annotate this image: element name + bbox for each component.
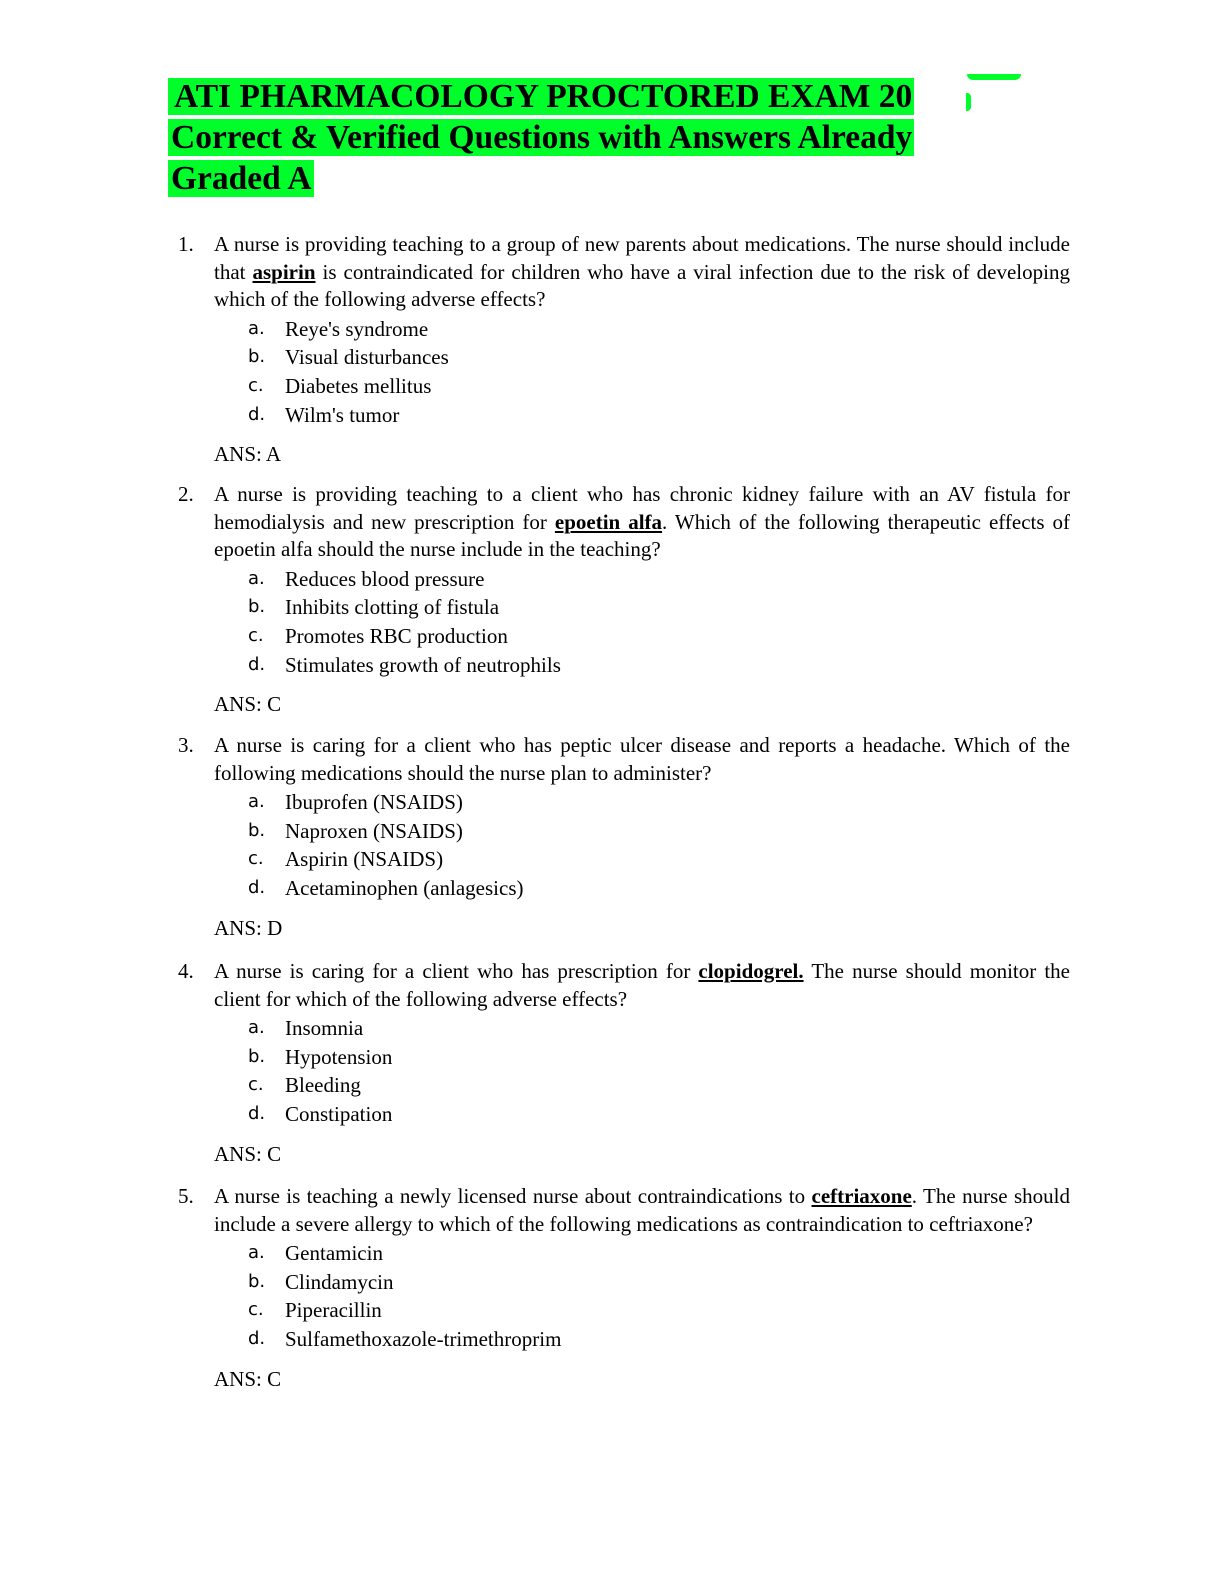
option-d: d. Wilm's tumor	[248, 402, 400, 427]
title-line-1: ATI PHARMACOLOGY PROCTORED EXAM 20	[168, 76, 1028, 117]
question-number: 4.	[178, 959, 194, 983]
answer-key: ANS: D	[214, 915, 283, 940]
answer-options	[248, 565, 1072, 679]
question-number: 1.	[178, 232, 194, 256]
option-d: d. Stimulates growth of neutrophils	[248, 652, 561, 677]
option-c: c. Aspirin (NSAIDS)	[248, 847, 444, 872]
option-c: c. Piperacillin	[248, 1298, 382, 1323]
option-c: c. Promotes RBC production	[248, 623, 508, 648]
option-b: b. Hypotension	[248, 1044, 393, 1069]
answer-options	[248, 315, 1072, 429]
title-line-3: Graded A	[168, 158, 1028, 199]
option-d: d. Constipation	[248, 1101, 393, 1126]
option-a: a. Reduces blood pressure	[248, 566, 485, 591]
question-number: 3.	[178, 733, 194, 757]
question-3	[172, 732, 1072, 942]
option-c: c. Bleeding	[248, 1073, 361, 1098]
highlight-artifact-tab	[966, 93, 971, 111]
question-stem: A nurse is caring for a client who has peptic ulcer disease and reports a headache. Which of the following medications should the nurse plan to administer?	[214, 733, 1070, 785]
option-a: a. Reye's syndrome	[248, 316, 429, 341]
answer-options	[248, 1014, 1072, 1128]
option-b: b. Clindamycin	[248, 1269, 394, 1294]
question-2	[172, 481, 1072, 718]
drug-name: epoetin alfa	[554, 509, 663, 534]
option-a: a. Ibuprofen (NSAIDS)	[248, 790, 463, 815]
question-stem: A nurse is providing teaching to a client who has chronic kidney failure with an AV fistula for hemodialysis and new prescription for epoetin alfa. Which of the following therapeutic effects of epoetin alfa should the nurse include in the teaching?	[214, 482, 1071, 562]
answer-key: ANS: A	[214, 442, 282, 467]
answer-key: ANS: C	[214, 1366, 282, 1391]
answer-key: ANS: C	[214, 692, 282, 717]
option-b: b. Inhibits clotting of fistula	[248, 595, 500, 620]
question-1	[172, 231, 1072, 468]
drug-name: ceftriaxone	[811, 1184, 912, 1208]
question-stem: A nurse is providing teaching to a group of new parents about medications. The nurse should include that aspirin is contraindicated for children who have a viral infection due to the risk of developing which of the following adverse effects?	[214, 232, 1070, 312]
option-d: d. Sulfamethoxazole-trimethroprim	[248, 1326, 562, 1351]
document-title	[168, 76, 1028, 199]
answer-key: ANS: C	[214, 1141, 282, 1166]
option-d: d. Acetaminophen (anlagesics)	[248, 875, 524, 900]
drug-name: clopidogrel.	[698, 959, 804, 983]
question-4	[172, 958, 1072, 1168]
question-5	[172, 1183, 1072, 1393]
option-b: b. Visual disturbances	[248, 345, 449, 370]
answer-options	[248, 1239, 1072, 1353]
question-number: 5.	[178, 1184, 194, 1208]
question-stem: A nurse is caring for a client who has prescription for clopidogrel. The nurse should monitor the client for which of the following adverse effects?	[214, 959, 1070, 1011]
question-stem: A nurse is teaching a newly licensed nurse about contraindications to ceftriaxone. The nurse should include a severe allergy to which of the following medications as contraindication to ceftriaxone?	[214, 1184, 1070, 1236]
drug-name: aspirin	[252, 259, 316, 284]
question-number: 2.	[178, 482, 194, 506]
answer-options	[248, 788, 1072, 902]
option-a: a. Insomnia	[248, 1016, 364, 1041]
option-a: a. Gentamicin	[248, 1241, 383, 1266]
highlight-artifact	[967, 74, 1021, 80]
title-line-2: Correct & Verified Questions with Answers Already	[168, 117, 1028, 158]
option-b: b. Naproxen (NSAIDS)	[248, 818, 463, 843]
option-c: c. Diabetes mellitus	[248, 373, 432, 398]
